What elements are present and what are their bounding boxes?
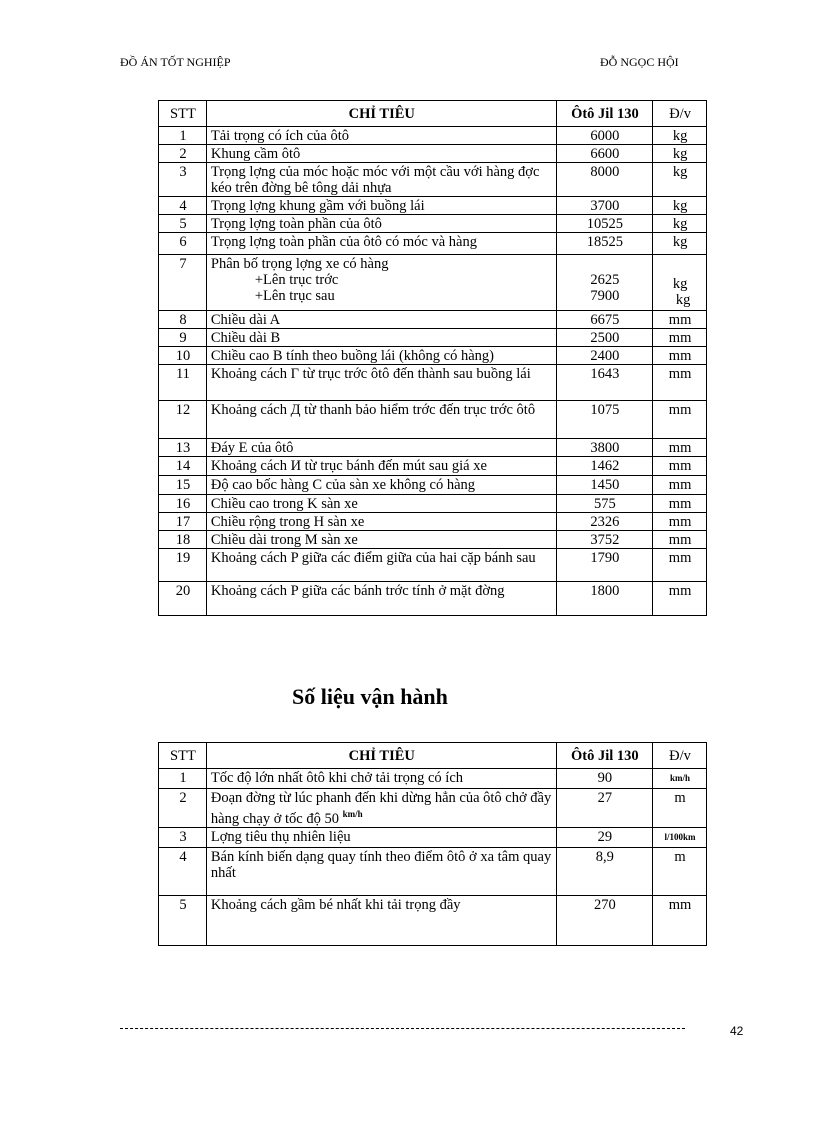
row-indicator: Chiều dài trong M sàn xe <box>206 531 556 549</box>
row-stt: 19 <box>159 549 207 582</box>
row-unit: mm <box>653 457 707 476</box>
row-indicator: Trọng lợng toàn phần của ôtô có móc và hàng <box>206 233 556 255</box>
header-left: ĐỒ ÁN TỐT NGHIỆP <box>120 55 231 69</box>
row-stt: 3 <box>159 163 207 197</box>
table-row <box>159 197 707 215</box>
table-row <box>159 127 707 145</box>
col-header-vehicle: Ôtô Jil 130 <box>556 101 653 127</box>
row-value: 1643 <box>556 365 653 401</box>
row-value: 1462 <box>556 457 653 476</box>
row-indicator: Đáy E của ôtô <box>206 439 556 457</box>
table-row <box>159 233 707 255</box>
row-stt: 17 <box>159 513 207 531</box>
row-stt: 18 <box>159 531 207 549</box>
row-unit: mm <box>653 495 707 513</box>
table-row <box>159 457 707 476</box>
row-indicator: Khoảng cách Γ từ trục trớc ôtô đến thành sau buồng lái <box>206 365 556 401</box>
row-value: 1075 <box>556 401 653 439</box>
row-unit: m <box>653 847 707 895</box>
row-stt: 6 <box>159 233 207 255</box>
row-unit: mm <box>653 582 707 616</box>
row-stt: 7 <box>159 255 207 311</box>
row-stt: 2 <box>159 789 207 828</box>
table-row <box>159 255 707 311</box>
row-indicator: Khoảng cách P giữa các bánh trớc tính ở mặt đờng <box>206 582 556 616</box>
row-indicator: Khoảng cách И từ trục bánh đến mút sau giá xe <box>206 457 556 476</box>
row-unit: mm <box>653 549 707 582</box>
table-row <box>159 495 707 513</box>
row-unit: mm <box>653 439 707 457</box>
row-indicator: Chiều dài B <box>206 329 556 347</box>
table-row <box>159 513 707 531</box>
page-number: 42 <box>730 1024 744 1038</box>
table-row <box>159 311 707 329</box>
row-indicator: Bán kính biến dạng quay tính theo điểm ôtô ở xa tâm quay nhất <box>206 847 556 895</box>
table-row <box>159 895 707 945</box>
row-indicator <box>206 789 556 828</box>
row-inline-unit: km/h <box>342 809 363 819</box>
row-stt: 15 <box>159 476 207 495</box>
row-unit: kg <box>653 127 707 145</box>
row-value: 90 <box>556 769 652 789</box>
row-value: 18525 <box>556 233 653 255</box>
row-indicator: Trọng lợng của móc hoặc móc với một cầu với hàng đợc kéo trên đờng bê tông dải nhựa <box>206 163 556 197</box>
row-value: 1790 <box>556 549 653 582</box>
row-stt: 12 <box>159 401 207 439</box>
row-stt: 5 <box>159 895 207 945</box>
row-value: 2400 <box>556 347 653 365</box>
row-indicator-title: Phân bố trọng lợng xe có hàng <box>210 256 389 272</box>
row-unit: mm <box>653 365 707 401</box>
row-indicator: Khoảng cách Д từ thanh bảo hiểm trớc đến trục trớc ôtô <box>206 401 556 439</box>
row-value: 8000 <box>556 163 653 197</box>
operation-spec-table <box>158 742 707 946</box>
row-indicator: Độ cao bốc hàng C của sàn xe không có hàng <box>206 476 556 495</box>
row-sub-rear: +Lên trục sau <box>254 288 335 304</box>
table-row <box>159 476 707 495</box>
table-row <box>159 769 707 789</box>
row-value <box>556 255 653 311</box>
section-title: Số liệu vận hành <box>292 684 448 709</box>
row-stt: 16 <box>159 495 207 513</box>
row-stt: 2 <box>159 145 207 163</box>
row-unit-front: kg <box>672 276 688 292</box>
row-value: 29 <box>556 827 652 847</box>
row-value: 2326 <box>556 513 653 531</box>
table-row <box>159 439 707 457</box>
table-row <box>159 329 707 347</box>
row-unit: mm <box>653 311 707 329</box>
table-row <box>159 847 707 895</box>
row-indicator: Chiều cao B tính theo buồng lái (không có hàng) <box>206 347 556 365</box>
table-row <box>159 549 707 582</box>
row-value: 2500 <box>556 329 653 347</box>
table-row <box>159 531 707 549</box>
row-indicator: Khoảng cách P giữa các điểm giữa của hai cặp bánh sau <box>206 549 556 582</box>
table-row <box>159 827 707 847</box>
vehicle-spec-table <box>158 100 707 616</box>
row-value-rear: 7900 <box>590 288 620 304</box>
col-header-unit: Đ/v <box>653 101 707 127</box>
header-right: ĐỖ NGỌC HỘI <box>600 55 679 69</box>
row-indicator: Trọng lợng khung gầm với buồng lái <box>206 197 556 215</box>
row-unit: mm <box>653 347 707 365</box>
row-value: 6675 <box>556 311 653 329</box>
row-unit: kg <box>653 233 707 255</box>
col-header-unit: Đ/v <box>653 743 707 769</box>
row-unit: kg <box>653 197 707 215</box>
row-unit: mm <box>653 513 707 531</box>
row-value: 1450 <box>556 476 653 495</box>
row-stt: 4 <box>159 197 207 215</box>
row-value: 575 <box>556 495 653 513</box>
row-value: 27 <box>556 789 652 828</box>
row-stt: 14 <box>159 457 207 476</box>
row-stt: 9 <box>159 329 207 347</box>
row-value: 6000 <box>556 127 653 145</box>
row-unit: l/100km <box>653 827 707 847</box>
row-indicator: Tải trọng có ích của ôtô <box>206 127 556 145</box>
row-indicator: Lợng tiêu thụ nhiên liệu <box>206 827 556 847</box>
row-value: 1800 <box>556 582 653 616</box>
row-indicator: Chiều rộng trong H sàn xe <box>206 513 556 531</box>
row-stt: 1 <box>159 769 207 789</box>
row-value: 3800 <box>556 439 653 457</box>
table-row <box>159 582 707 616</box>
col-header-vehicle: Ôtô Jil 130 <box>556 743 652 769</box>
table-row <box>159 145 707 163</box>
row-stt: 13 <box>159 439 207 457</box>
row-indicator: Khoảng cách gầm bé nhất khi tải trọng đầy <box>206 895 556 945</box>
row-stt: 11 <box>159 365 207 401</box>
row-value: 3752 <box>556 531 653 549</box>
footer-divider <box>120 1028 685 1029</box>
row-indicator: Tốc độ lớn nhất ôtô khi chở tải trọng có ích <box>206 769 556 789</box>
row-indicator: Khung cầm ôtô <box>206 145 556 163</box>
row-value-front: 2625 <box>590 272 620 288</box>
row-unit: mm <box>653 401 707 439</box>
row-unit: kg <box>653 215 707 233</box>
table-row <box>159 163 707 197</box>
row-value: 3700 <box>556 197 653 215</box>
row-value: 270 <box>556 895 652 945</box>
row-indicator-text: Đoạn đờng từ lúc phanh đến khi dừng hẳn của ôtô chở đầy hàng chạy ở tốc độ 50 <box>210 790 552 827</box>
row-unit: m <box>653 789 707 828</box>
table-row <box>159 401 707 439</box>
col-header-stt: STT <box>159 101 207 127</box>
row-stt: 1 <box>159 127 207 145</box>
row-unit: kg <box>653 145 707 163</box>
row-unit: mm <box>653 329 707 347</box>
row-unit: mm <box>653 531 707 549</box>
row-stt: 10 <box>159 347 207 365</box>
row-stt: 5 <box>159 215 207 233</box>
row-unit-rear: kg <box>675 292 691 308</box>
table-row <box>159 365 707 401</box>
row-stt: 20 <box>159 582 207 616</box>
row-indicator: Trọng lợng toàn phần của ôtô <box>206 215 556 233</box>
row-unit: km/h <box>653 769 707 789</box>
table-row <box>159 789 707 828</box>
row-unit <box>653 255 707 311</box>
row-stt: 3 <box>159 827 207 847</box>
table-row <box>159 215 707 233</box>
row-indicator: Chiều dài A <box>206 311 556 329</box>
table-row <box>159 347 707 365</box>
row-unit: mm <box>653 476 707 495</box>
row-unit: mm <box>653 895 707 945</box>
row-stt: 4 <box>159 847 207 895</box>
row-sub-front: +Lên trục trớc <box>254 272 339 288</box>
row-stt: 8 <box>159 311 207 329</box>
row-unit: kg <box>653 163 707 197</box>
row-value: 8,9 <box>556 847 652 895</box>
col-header-indicator: CHỈ TIÊU <box>206 743 556 769</box>
row-indicator <box>206 255 556 311</box>
col-header-stt: STT <box>159 743 207 769</box>
row-value: 6600 <box>556 145 653 163</box>
col-header-indicator: CHỈ TIÊU <box>206 101 556 127</box>
row-value: 10525 <box>556 215 653 233</box>
row-indicator: Chiều cao trong K sàn xe <box>206 495 556 513</box>
